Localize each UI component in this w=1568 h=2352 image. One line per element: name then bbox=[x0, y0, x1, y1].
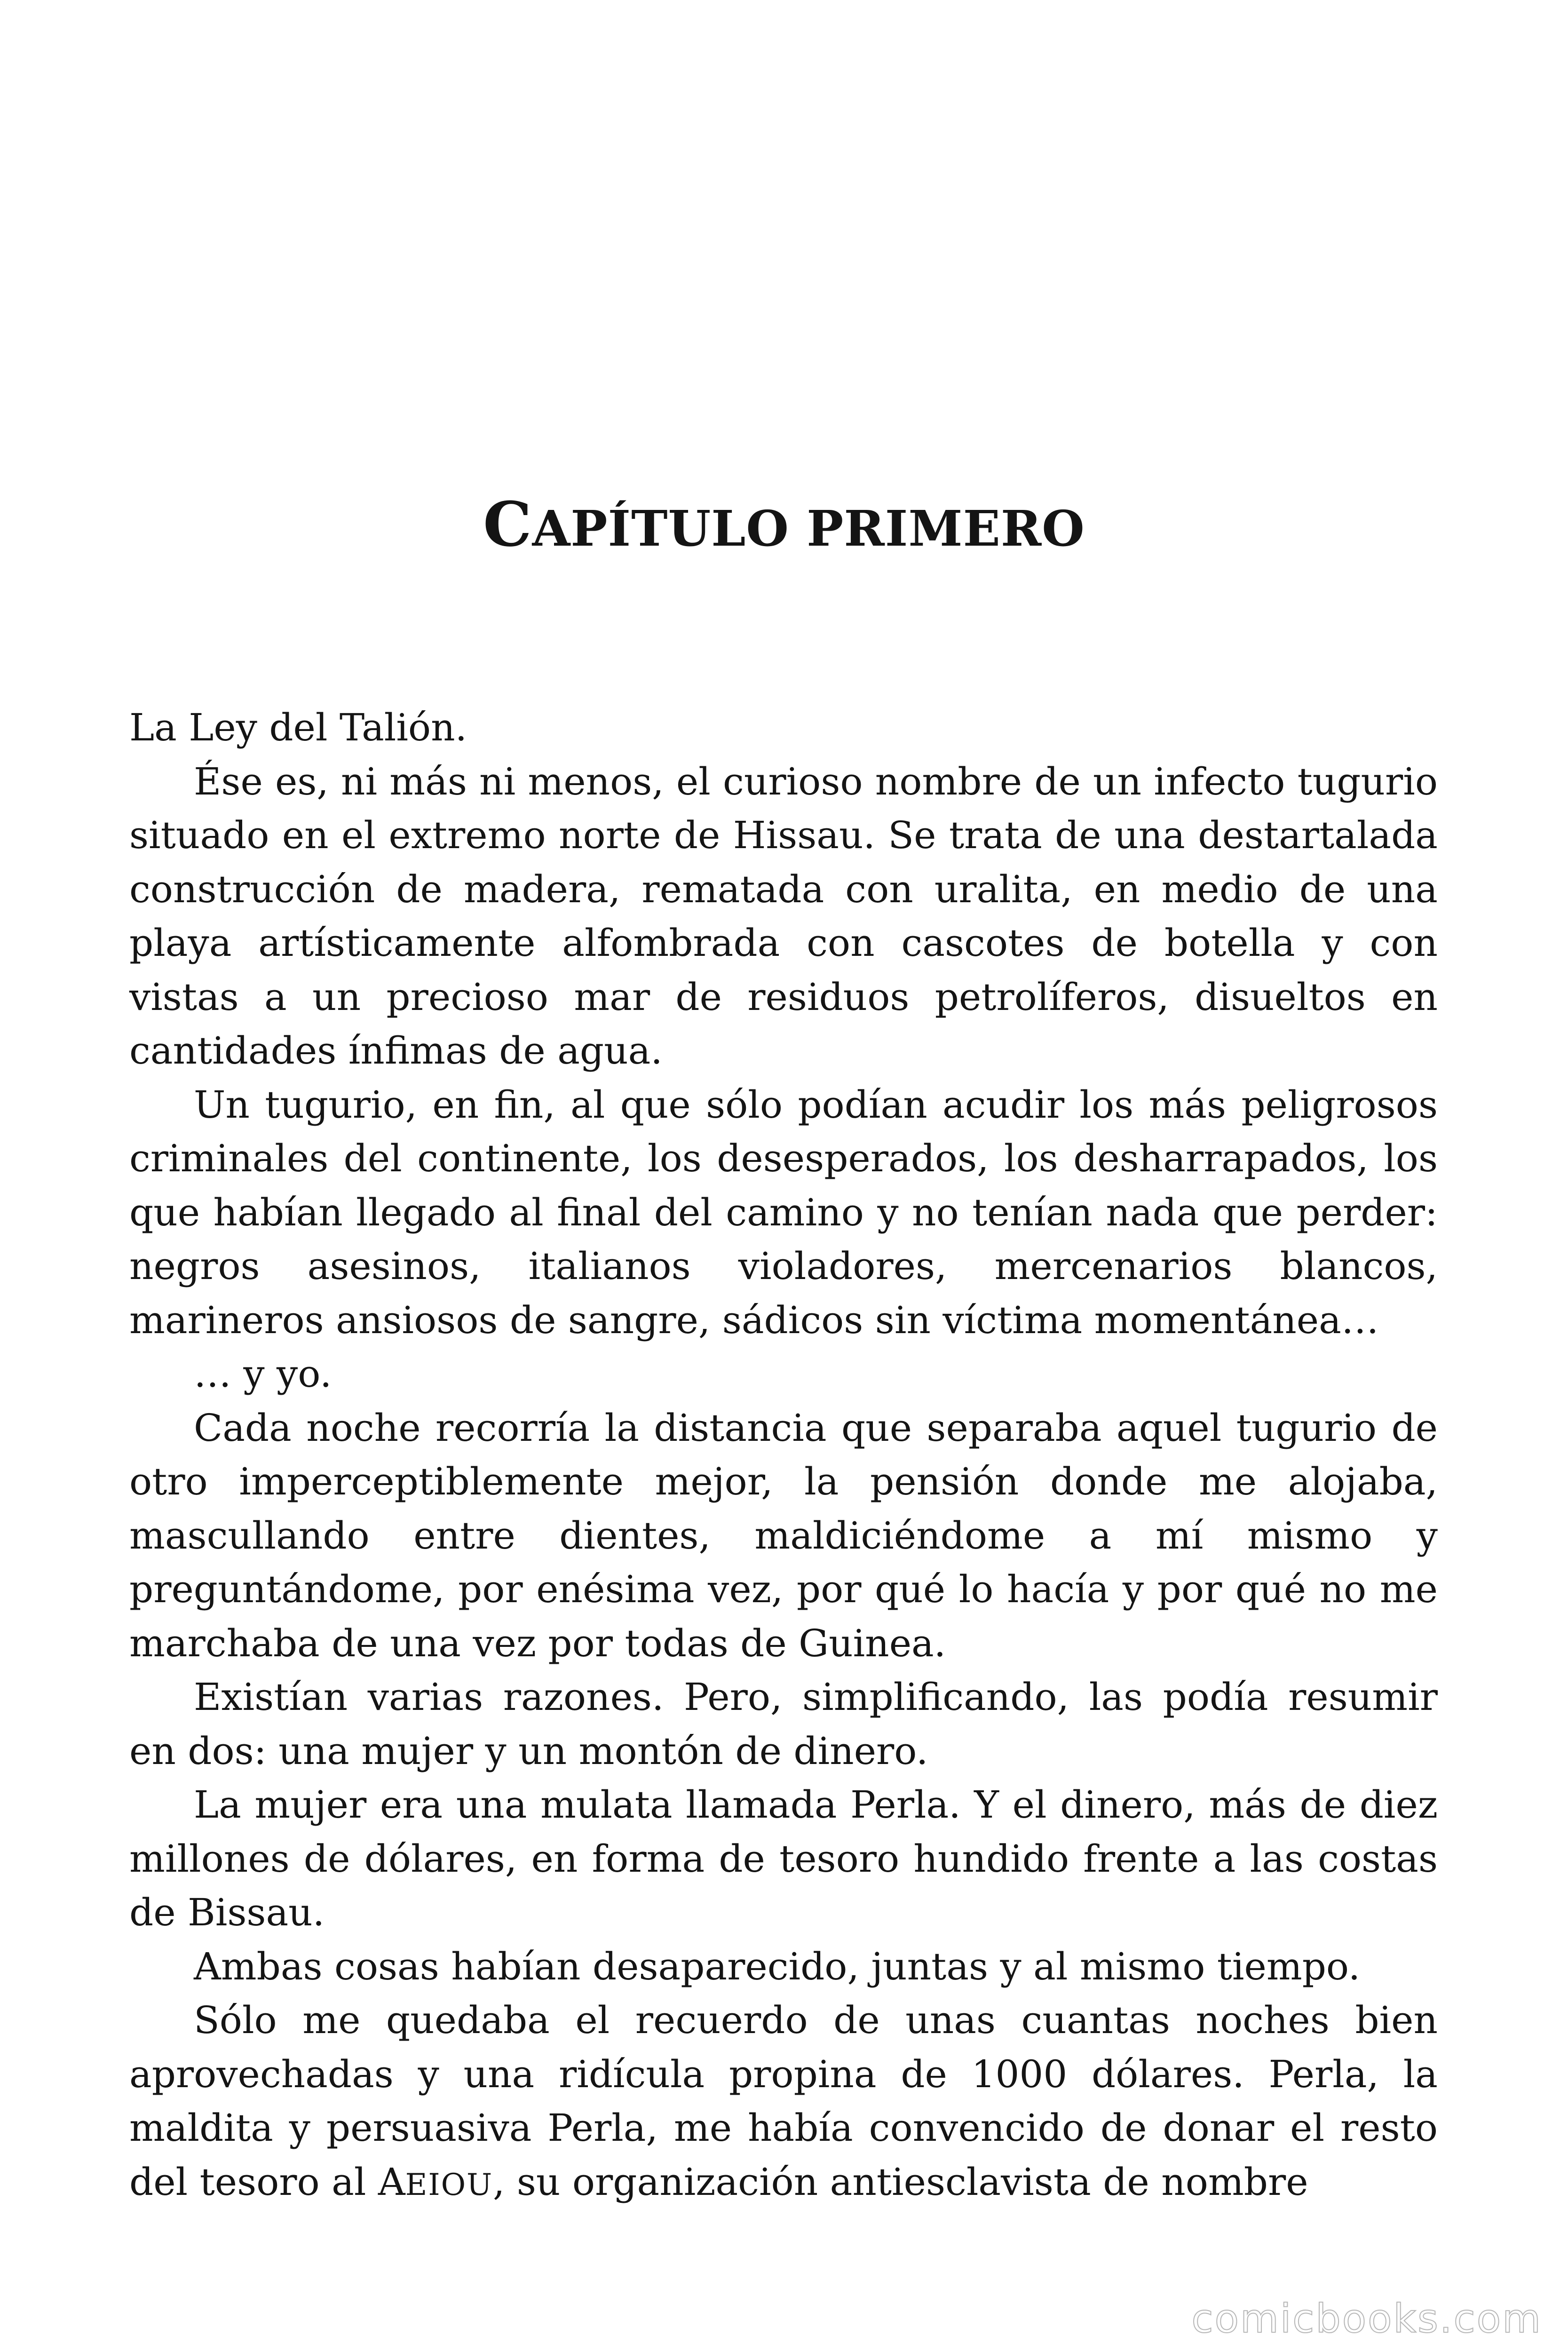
paragraph: Ése es, ni más ni menos, el curioso nombre de un infecto tugurio situado en el extremo norte de Hissau. Se trata de una destartalada construcción de madera, rematada con uralita, en medio de una playa artísticamente alfombrada con cascotes de botella y con vistas a un precioso mar de residuos petrolíferos, disueltos en cantidades ínfimas de agua. bbox=[129, 759, 1438, 1073]
body-text bbox=[129, 701, 1438, 2212]
acronym-initial: A bbox=[378, 2160, 405, 2204]
chapter-title-rest: APÍTULO PRIMERO bbox=[532, 499, 1085, 557]
chapter-title bbox=[0, 488, 1568, 562]
paragraph: Cada noche recorría la distancia que separaba aquel tugurio de otro imperceptiblemente mejor, la pensión donde me alojaba, mascullando entre dientes, maldiciéndome a mí mismo y preguntándome, por enésima vez, por qué lo hacía y por qué no me marchaba de una vez por todas de Guinea. bbox=[129, 1406, 1438, 1665]
paragraph: Un tugurio, en fin, al que sólo podían acudir los más peligrosos criminales del continente, los desesperados, los desharrapados, los que habían llegado al final del camino y no tenían nada que perder: negros asesinos, italianos violadores, mercenarios blancos, marineros ansiosos de sangre, sádicos sin víctima momentánea… bbox=[129, 1082, 1438, 1342]
paragraph: Existían varias razones. Pero, simplificando, las podía resumir en dos: una mujer y un montón de dinero. bbox=[129, 1675, 1438, 1773]
paragraph-last-text: Sólo me quedaba el recuerdo de unas cuantas noches bien aprovechadas y una ridícula propina de 1000 dólares. Perla, la maldita y persuasiva Perla, me había convencido de donar el resto del tesoro al bbox=[129, 1998, 1438, 2204]
paragraph: La Ley del Talión. bbox=[129, 706, 467, 749]
paragraph: Ambas cosas habían desaparecido, juntas y al mismo tiempo. bbox=[194, 1944, 1361, 1988]
watermark: comicbooks.com bbox=[1191, 2296, 1542, 2342]
paragraph-last bbox=[129, 1994, 1438, 2212]
paragraph: … y yo. bbox=[194, 1352, 332, 1396]
chapter-title-initial: C bbox=[483, 488, 532, 560]
paragraph-last-text-end: , su organización antiesclavista de nombre bbox=[493, 2160, 1308, 2204]
paragraph: La mujer era una mulata llamada Perla. Y el dinero, más de diez millones de dólares, en forma de tesoro hundido frente a las costas de Bissau. bbox=[129, 1783, 1438, 1934]
acronym-rest: EIOU bbox=[405, 2167, 493, 2202]
